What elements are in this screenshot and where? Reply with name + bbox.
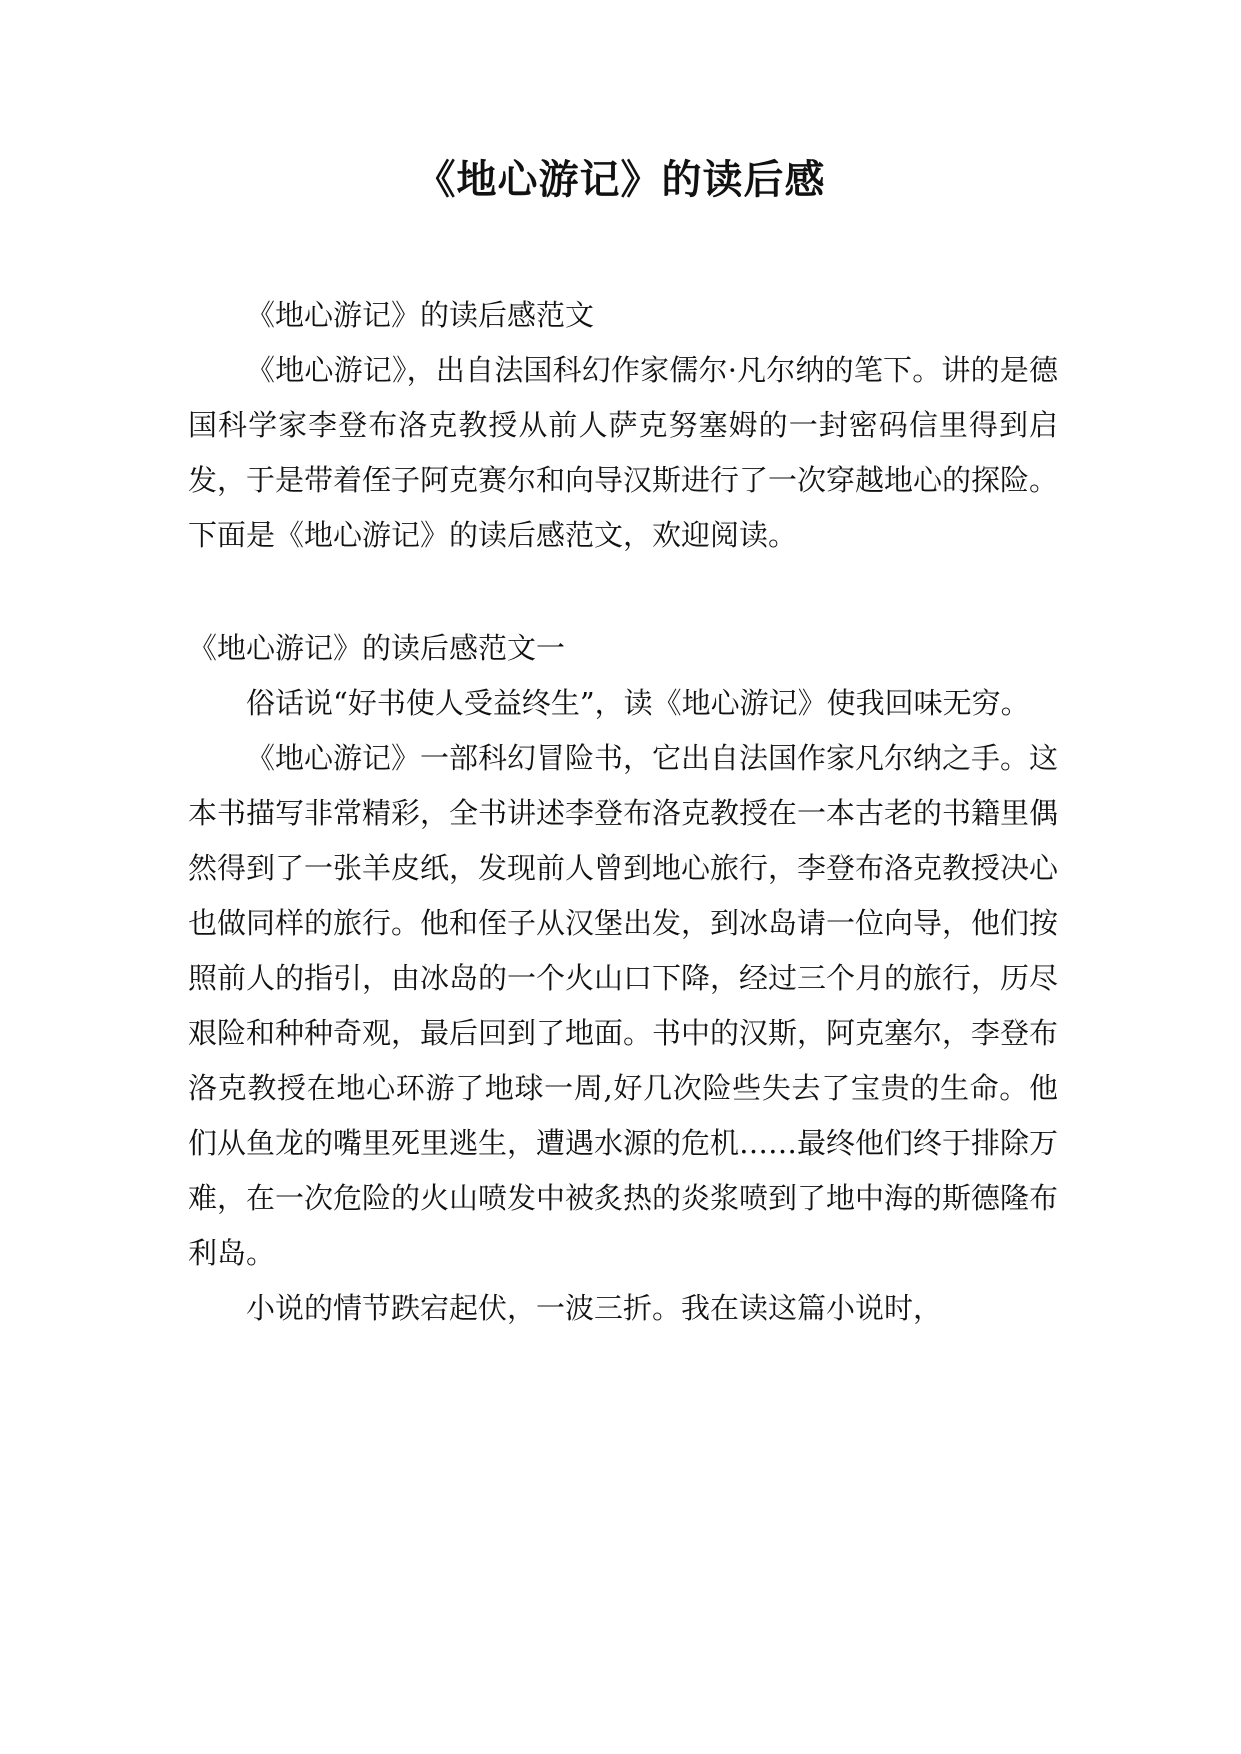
section-spacer [188, 563, 1058, 621]
section-one-paragraph-2: 《地心游记》一部科幻冒险书，它出自法国作家凡尔纳之手。这本书描写非常精彩，全书讲述李登布洛克教授在一本古老的书籍里偶然得到了一张羊皮纸，发现前人曾到地心旅行，李登布洛克教授决心也做同样的旅行。他和侄子从汉堡出发，到冰岛请一位向导，他们按照前人的指引，由冰岛的一个火山口下降，经过三个月的旅行，历尽艰险和种种奇观，最后回到了地面。书中的汉斯，阿克塞尔，李登布洛克教授在地心环游了地球一周,好几次险些失去了宝贵的生命。他们从鱼龙的嘴里死里逃生，遭遇水源的危机……最终他们终于排除万难，在一次危险的火山喷发中被炙热的炎浆喷到了地中海的斯德隆布利岛。 [188, 741, 1059, 1270]
section-one-paragraph-1: 俗话说“好书使人受益终生”，读《地心游记》使我回味无穷。 [246, 686, 1030, 720]
intro-paragraph: 《地心游记》，出自法国科幻作家儒尔·凡尔纳的笔下。讲的是德国科学家李登布洛克教授从前人萨克努塞姆的一封密码信里得到启发，于是带着侄子阿克赛尔和向导汉斯进行了一次穿越地心的探险。下面是《地心游记》的读后感范文，欢迎阅读。 [188, 353, 1059, 552]
intro-heading: 《地心游记》的读后感范文 [246, 298, 595, 332]
document-title: 《地心游记》的读后感 [415, 157, 826, 203]
document-body [188, 288, 1058, 1336]
section-one-heading: 《地心游记》的读后感范文一 [188, 631, 566, 665]
section-one-paragraph-3: 小说的情节跌宕起伏，一波三折。我在读这篇小说时， [246, 1291, 943, 1325]
